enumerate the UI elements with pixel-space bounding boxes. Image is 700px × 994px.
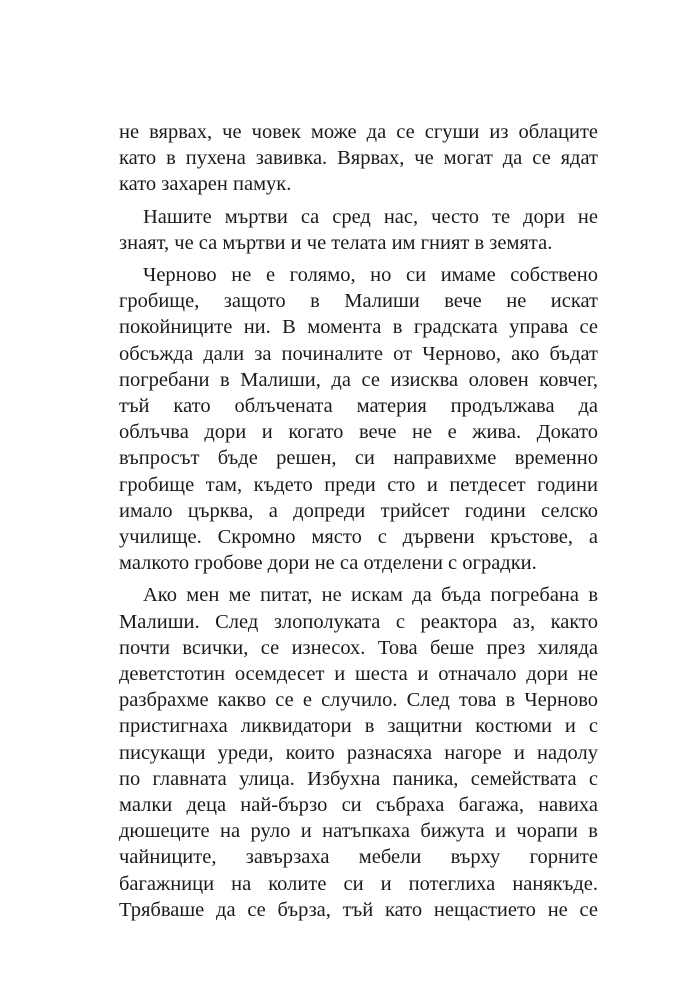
text-line: деветстотин осемдесет и шеста и отначало дори не (119, 663, 598, 686)
text-line: чайниците, завързаха мебели върху горните (119, 846, 598, 869)
text-line: знаят, че са мъртви и че телата им гният в земята. (119, 231, 553, 254)
text-line: пристигнаха ликвидатори в защитни костюми и с (119, 715, 598, 738)
text-line: облъчва дори и когато вече не е жива. Докато (119, 421, 598, 444)
text-line: Нашите мъртви са сред нас, често те дори не (143, 205, 598, 228)
text-line: тъй като облъчената материя продължава да (119, 395, 598, 418)
text-line: писукащи уреди, които разнасяха нагоре и надолу (119, 741, 598, 764)
text-line: багажници на колите си и потеглиха нанякъде. (119, 872, 598, 895)
text-line: Черново не е голямо, но си имаме собствено (143, 264, 598, 287)
text-line: не вярвах, че човек може да се сгуши из облаците (119, 121, 598, 143)
text-line: погребани в Малиши, да се изисква оловен ковчег, (119, 368, 598, 391)
text-line: гробище там, където преди сто и петдесет години (119, 473, 598, 496)
paragraph (119, 582, 598, 923)
text-line: малки деца най-бързо си събраха багажа, навиха (119, 794, 598, 817)
text-line: по главната улица. Избухна паника, семействата с (119, 767, 598, 790)
text-line: малкото гробове дори не са отделени с оградки. (119, 552, 537, 575)
text-line: имало църква, а допреди трийсет години селско (119, 499, 598, 522)
text-line: въпросът бъде решен, си направихме временно (119, 447, 598, 470)
text-line: като в пухена завивка. Вярвах, че могат да се ядат (119, 147, 598, 170)
text-line: училище. Скромно място с дървени кръстове, а (119, 526, 598, 549)
text-line: Ако мен ме питат, не искам да бъда погребана в (143, 584, 598, 607)
text-line: гробище, защото в Малиши вече не искат (119, 290, 598, 313)
text-line: обсъжда дали за починалите от Черново, ако бъдат (119, 342, 598, 365)
text-line: Трябваше да се бърза, тъй като нещастието не се (119, 898, 598, 921)
text-line: Малиши. След злополуката с реактора аз, както (119, 610, 598, 633)
text-line: почти всички, се изнесох. Това беше през хиляда (119, 636, 598, 659)
body-text (119, 119, 598, 923)
text-line: покойниците ни. В момента в градската управа се (119, 316, 598, 339)
text-line: като захарен памук. (119, 173, 292, 196)
paragraph (119, 204, 598, 256)
paragraph (119, 262, 598, 576)
paragraph (119, 119, 598, 198)
text-line: разбрахме какво се е случило. След това в Черново (119, 689, 598, 712)
text-line: дюшеците на руло и натъпкаха бижута и чорапи в (119, 820, 598, 843)
